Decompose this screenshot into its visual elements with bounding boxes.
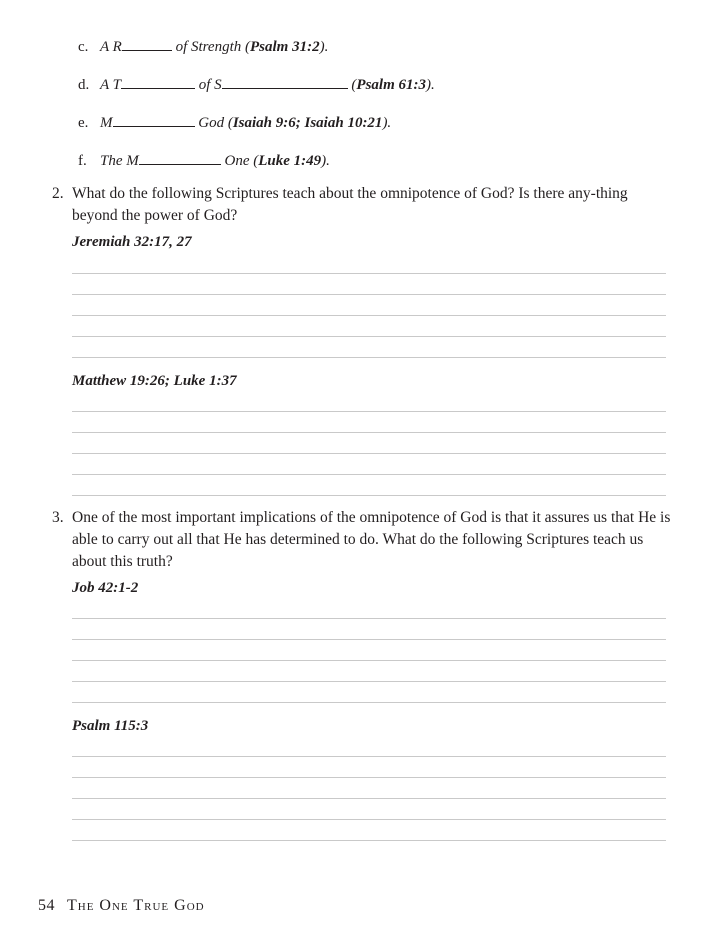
fill-in-blank[interactable] — [122, 36, 172, 51]
answer-line[interactable] — [72, 294, 666, 295]
answer-line[interactable] — [72, 840, 666, 841]
fill-in-blank[interactable] — [222, 74, 348, 89]
book-title: The One True God — [67, 897, 205, 914]
scripture-reference: Isaiah 9:6; Isaiah 10:21 — [232, 115, 383, 131]
fill-in-blank[interactable] — [139, 150, 221, 165]
answer-line[interactable] — [72, 411, 666, 412]
question-3 — [52, 507, 672, 573]
fill-in-blank[interactable] — [121, 74, 195, 89]
subitem-suffix: ). — [319, 39, 329, 55]
question-number: 2. — [52, 185, 64, 202]
subitem-letter: c. — [78, 39, 89, 55]
subitem-e — [78, 112, 391, 133]
fill-in-blank[interactable] — [113, 112, 195, 127]
subitem-middle: of S — [194, 77, 222, 93]
answer-line[interactable] — [72, 798, 666, 799]
question-2 — [52, 183, 672, 227]
subitem-d: d. A T of S (Psalm 61:3). — [78, 74, 435, 95]
subitem-prefix: A R — [100, 39, 122, 55]
scripture-reference: Luke 1:49 — [258, 153, 322, 169]
page-footer — [38, 897, 205, 915]
answer-line[interactable] — [72, 681, 666, 682]
subitem-prefix: M — [100, 115, 113, 131]
answer-line[interactable] — [72, 273, 666, 274]
subitem-middle: of Strength ( — [171, 39, 250, 55]
subitem-prefix: The M — [100, 153, 139, 169]
answer-line[interactable] — [72, 474, 666, 475]
answer-line[interactable] — [72, 336, 666, 337]
subitem-letter: e. — [78, 115, 89, 131]
answer-line[interactable] — [72, 453, 666, 454]
scripture-heading: Jeremiah 32:17, 27 — [72, 234, 192, 250]
answer-line[interactable] — [72, 756, 666, 757]
subitem-suffix: ). — [382, 115, 392, 131]
answer-line[interactable] — [72, 702, 666, 703]
answer-line[interactable] — [72, 315, 666, 316]
subitem-suffix: ). — [426, 77, 435, 93]
question-text: One of the most important implications of the omnipotence of God is that it assures us that He is able to carry out all that He has determined to do. What do the following Scriptures teach us about this truth? — [72, 509, 671, 570]
answer-line[interactable] — [72, 777, 666, 778]
subitem-middle: God ( — [194, 115, 233, 131]
answer-line[interactable] — [72, 357, 666, 358]
subitem-c — [78, 36, 328, 57]
answer-line[interactable] — [72, 819, 666, 820]
subitem-prefix: A T — [100, 77, 121, 93]
subitem-suffix: ). — [321, 153, 330, 169]
page-number: 54 — [38, 897, 55, 914]
answer-line[interactable] — [72, 639, 666, 640]
subitem-letter: f. — [78, 153, 87, 169]
scripture-heading: Psalm 115:3 — [72, 718, 149, 734]
subitem-middle: One ( — [220, 153, 259, 169]
scripture-reference: Psalm 61:3 — [356, 77, 426, 93]
answer-line[interactable] — [72, 660, 666, 661]
subitem-f — [78, 150, 330, 171]
subitem-letter: d. — [78, 77, 90, 93]
answer-line[interactable] — [72, 618, 666, 619]
answer-line[interactable] — [72, 495, 666, 496]
scripture-reference: Psalm 31:2 — [250, 39, 320, 55]
scripture-heading: Matthew 19:26; Luke 1:37 — [72, 373, 237, 389]
scripture-heading: Job 42:1-2 — [72, 580, 139, 596]
question-text: What do the following Scriptures teach about the omnipotence of God? Is there any-thing beyond the power of God? — [72, 185, 628, 224]
question-number: 3. — [52, 509, 64, 526]
answer-line[interactable] — [72, 432, 666, 433]
